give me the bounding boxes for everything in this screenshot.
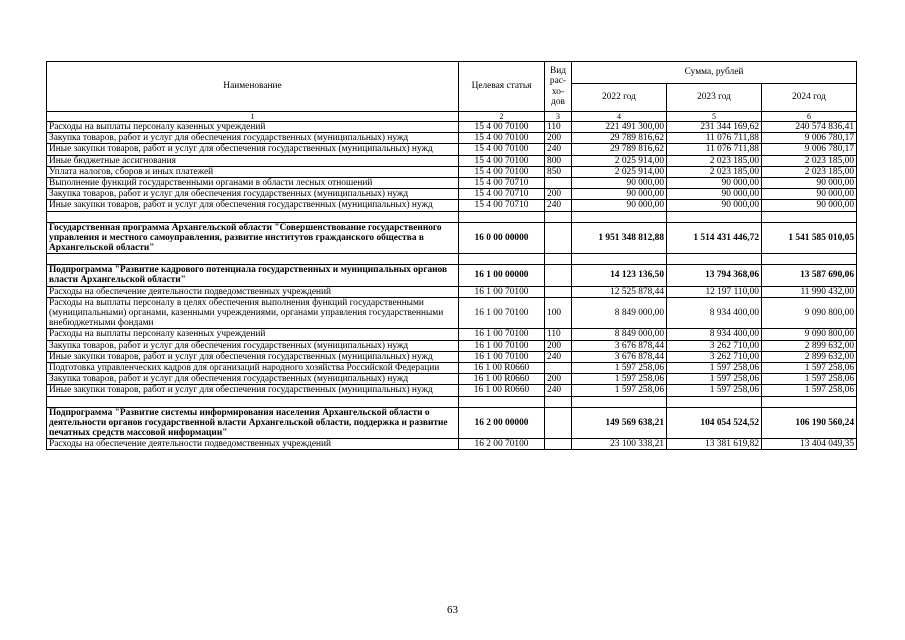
row-target-article: 16 1 00 70100 xyxy=(459,286,545,297)
row-amount-2023: 90 000,00 xyxy=(667,189,762,200)
empty-cell xyxy=(545,396,572,407)
row-amount-2024: 2 023 185,00 xyxy=(762,166,857,177)
row-name: Подпрограмма "Развитие кадрового потенциала государственных и муниципальных органов власти Архангельской области" xyxy=(47,265,459,286)
row-amount-2022: 8 849 000,00 xyxy=(572,297,667,329)
row-target-article: 16 1 00 R0660 xyxy=(459,363,545,374)
row-amount-2022: 1 597 258,06 xyxy=(572,363,667,374)
row-amount-2024: 1 597 258,06 xyxy=(762,363,857,374)
table-row xyxy=(47,385,857,396)
row-amount-2023: 90 000,00 xyxy=(667,200,762,211)
header-year-2023: 2023 год xyxy=(667,84,762,112)
row-target-article: 16 1 00 70100 xyxy=(459,297,545,329)
row-amount-2022: 90 000,00 xyxy=(572,200,667,211)
row-amount-2023: 1 514 431 446,72 xyxy=(667,222,762,254)
row-expense-type: 110 xyxy=(545,329,572,340)
row-amount-2022: 1 597 258,06 xyxy=(572,374,667,385)
row-amount-2023: 1 597 258,06 xyxy=(667,363,762,374)
row-target-article: 16 2 00 70100 xyxy=(459,439,545,450)
column-number: 5 xyxy=(667,112,762,122)
row-amount-2024: 240 574 836,41 xyxy=(762,122,857,133)
row-name: Иные закупки товаров, работ и услуг для обеспечения государственных (муниципальных) нужд xyxy=(47,351,459,362)
row-name: Иные закупки товаров, работ и услуг для обеспечения государственных (муниципальных) нужд xyxy=(47,144,459,155)
row-amount-2024: 9 090 800,00 xyxy=(762,329,857,340)
table-row xyxy=(47,122,857,133)
row-name: Иные закупки товаров, работ и услуг для обеспечения государственных (муниципальных) нужд xyxy=(47,385,459,396)
row-amount-2022: 29 789 816,62 xyxy=(572,133,667,144)
table-header xyxy=(47,62,857,122)
row-amount-2022: 221 491 300,00 xyxy=(572,122,667,133)
row-expense-type xyxy=(545,178,572,189)
row-amount-2024: 13 404 049,35 xyxy=(762,439,857,450)
row-name: Расходы на выплаты персоналу казенных учреждений xyxy=(47,122,459,133)
row-name: Закупка товаров, работ и услуг для обеспечения государственных (муниципальных) нужд xyxy=(47,189,459,200)
row-expense-type: 200 xyxy=(545,189,572,200)
row-target-article: 15 4 00 70710 xyxy=(459,200,545,211)
column-number: 1 xyxy=(47,112,459,122)
row-amount-2023: 1 597 258,06 xyxy=(667,374,762,385)
row-amount-2022: 12 525 878,44 xyxy=(572,286,667,297)
table-row xyxy=(47,297,857,329)
empty-cell xyxy=(545,211,572,222)
empty-cell xyxy=(572,396,667,407)
empty-cell xyxy=(459,254,545,265)
table-row xyxy=(47,374,857,385)
page-number: 63 xyxy=(447,604,458,616)
empty-cell xyxy=(762,211,857,222)
spacer-row xyxy=(47,211,857,222)
row-target-article: 15 4 00 70710 xyxy=(459,178,545,189)
row-name: Иные закупки товаров, работ и услуг для обеспечения государственных (муниципальных) нужд xyxy=(47,200,459,211)
row-amount-2023: 231 344 169,62 xyxy=(667,122,762,133)
row-name: Расходы на обеспечение деятельности подведомственных учреждений xyxy=(47,286,459,297)
row-amount-2024: 90 000,00 xyxy=(762,200,857,211)
row-amount-2023: 13 381 619,82 xyxy=(667,439,762,450)
row-amount-2024: 90 000,00 xyxy=(762,178,857,189)
row-amount-2022: 90 000,00 xyxy=(572,189,667,200)
row-name: Подготовка управленческих кадров для организаций народного хозяйства Российской Федерации xyxy=(47,363,459,374)
row-amount-2023: 2 023 185,00 xyxy=(667,155,762,166)
row-expense-type xyxy=(545,439,572,450)
column-number-row xyxy=(47,112,857,122)
empty-cell xyxy=(572,254,667,265)
empty-cell xyxy=(667,211,762,222)
row-amount-2024: 11 990 432,00 xyxy=(762,286,857,297)
row-amount-2023: 2 023 185,00 xyxy=(667,166,762,177)
column-number: 3 xyxy=(545,112,572,122)
table-row xyxy=(47,178,857,189)
column-number: 2 xyxy=(459,112,545,122)
row-amount-2024: 90 000,00 xyxy=(762,189,857,200)
row-amount-2023: 11 076 711,88 xyxy=(667,144,762,155)
row-target-article: 16 1 00 70100 xyxy=(459,351,545,362)
row-amount-2024: 1 541 585 010,05 xyxy=(762,222,857,254)
row-target-article: 16 1 00 00000 xyxy=(459,265,545,286)
row-expense-type: 240 xyxy=(545,144,572,155)
row-expense-type: 110 xyxy=(545,122,572,133)
row-name: Закупка товаров, работ и услуг для обеспечения государственных (муниципальных) нужд xyxy=(47,374,459,385)
row-amount-2022: 14 123 136,50 xyxy=(572,265,667,286)
row-amount-2024: 9 006 780,17 xyxy=(762,133,857,144)
row-amount-2023: 1 597 258,06 xyxy=(667,385,762,396)
empty-cell xyxy=(459,211,545,222)
row-amount-2022: 29 789 816,62 xyxy=(572,144,667,155)
header-name: Наименование xyxy=(47,62,459,112)
row-amount-2022: 90 000,00 xyxy=(572,178,667,189)
empty-cell xyxy=(459,396,545,407)
row-amount-2024: 2 023 185,00 xyxy=(762,155,857,166)
table-row xyxy=(47,329,857,340)
header-year-2022: 2022 год xyxy=(572,84,667,112)
row-amount-2023: 12 197 110,00 xyxy=(667,286,762,297)
row-name: Государственная программа Архангельской области "Совершенствование государственного управления и местного самоуправления, развитие институтов гражданского общества в Архангельской области" xyxy=(47,222,459,254)
row-amount-2024: 9 006 780,17 xyxy=(762,144,857,155)
row-name: Выполнение функций государственными органами в области лесных отношений xyxy=(47,178,459,189)
row-expense-type: 240 xyxy=(545,351,572,362)
row-name: Закупка товаров, работ и услуг для обеспечения государственных (муниципальных) нужд xyxy=(47,340,459,351)
row-amount-2024: 1 597 258,06 xyxy=(762,374,857,385)
empty-cell xyxy=(762,254,857,265)
row-expense-type xyxy=(545,286,572,297)
program-row xyxy=(47,407,857,439)
row-expense-type xyxy=(545,265,572,286)
row-expense-type: 240 xyxy=(545,385,572,396)
empty-cell xyxy=(667,396,762,407)
empty-cell xyxy=(762,396,857,407)
row-amount-2022: 149 569 638,21 xyxy=(572,407,667,439)
header-sum: Сумма, рублей xyxy=(572,62,857,84)
column-number: 4 xyxy=(572,112,667,122)
row-amount-2023: 90 000,00 xyxy=(667,178,762,189)
row-expense-type xyxy=(545,407,572,439)
table-row xyxy=(47,189,857,200)
program-row xyxy=(47,222,857,254)
row-amount-2024: 9 090 800,00 xyxy=(762,297,857,329)
spacer-row xyxy=(47,254,857,265)
empty-cell xyxy=(47,254,459,265)
row-target-article: 16 1 00 R0660 xyxy=(459,374,545,385)
table-row xyxy=(47,155,857,166)
row-target-article: 15 4 00 70710 xyxy=(459,189,545,200)
row-name: Иные бюджетные ассигнования xyxy=(47,155,459,166)
row-target-article: 16 0 00 00000 xyxy=(459,222,545,254)
row-expense-type: 850 xyxy=(545,166,572,177)
empty-cell xyxy=(545,254,572,265)
row-amount-2024: 2 899 632,00 xyxy=(762,351,857,362)
column-number: 6 xyxy=(762,112,857,122)
header-expense-type: Вид рас-хо-дов xyxy=(545,62,572,112)
table-row xyxy=(47,144,857,155)
row-target-article: 15 4 00 70100 xyxy=(459,133,545,144)
row-amount-2023: 104 054 524,52 xyxy=(667,407,762,439)
row-amount-2022: 3 676 878,44 xyxy=(572,340,667,351)
row-target-article: 16 1 00 70100 xyxy=(459,329,545,340)
row-amount-2023: 13 794 368,06 xyxy=(667,265,762,286)
row-expense-type: 240 xyxy=(545,200,572,211)
row-name: Расходы на выплаты персоналу казенных учреждений xyxy=(47,329,459,340)
program-row xyxy=(47,265,857,286)
table-row xyxy=(47,133,857,144)
row-target-article: 15 4 00 70100 xyxy=(459,144,545,155)
spacer-row xyxy=(47,396,857,407)
row-amount-2022: 1 951 348 812,88 xyxy=(572,222,667,254)
row-name: Закупка товаров, работ и услуг для обеспечения государственных (муниципальных) нужд xyxy=(47,133,459,144)
empty-cell xyxy=(47,211,459,222)
row-amount-2023: 3 262 710,00 xyxy=(667,340,762,351)
row-target-article: 15 4 00 70100 xyxy=(459,122,545,133)
row-target-article: 16 2 00 00000 xyxy=(459,407,545,439)
row-target-article: 16 1 00 R0660 xyxy=(459,385,545,396)
table-row xyxy=(47,166,857,177)
row-amount-2022: 1 597 258,06 xyxy=(572,385,667,396)
table-row xyxy=(47,200,857,211)
row-name: Подпрограмма "Развитие системы информирования населения Архангельской области о деятельности органов государственной власти Архангельской области, поддержка и развитие печатных средств массовой информации" xyxy=(47,407,459,439)
row-amount-2022: 8 849 000,00 xyxy=(572,329,667,340)
table-row xyxy=(47,351,857,362)
row-expense-type xyxy=(545,363,572,374)
row-expense-type: 200 xyxy=(545,340,572,351)
empty-cell xyxy=(572,211,667,222)
row-amount-2024: 1 597 258,06 xyxy=(762,385,857,396)
row-name: Уплата налогов, сборов и иных платежей xyxy=(47,166,459,177)
row-expense-type xyxy=(545,222,572,254)
row-expense-type: 200 xyxy=(545,133,572,144)
row-amount-2022: 23 100 338,21 xyxy=(572,439,667,450)
row-amount-2022: 3 676 878,44 xyxy=(572,351,667,362)
empty-cell xyxy=(667,254,762,265)
row-target-article: 15 4 00 70100 xyxy=(459,166,545,177)
row-target-article: 16 1 00 70100 xyxy=(459,340,545,351)
table-row xyxy=(47,286,857,297)
table-row xyxy=(47,340,857,351)
row-amount-2024: 106 190 560,24 xyxy=(762,407,857,439)
row-target-article: 15 4 00 70100 xyxy=(459,155,545,166)
row-expense-type: 200 xyxy=(545,374,572,385)
header-target-article: Целевая статья xyxy=(459,62,545,112)
row-expense-type: 800 xyxy=(545,155,572,166)
header-year-2024: 2024 год xyxy=(762,84,857,112)
empty-cell xyxy=(47,396,459,407)
table-row xyxy=(47,439,857,450)
budget-table xyxy=(46,61,857,450)
table-row xyxy=(47,363,857,374)
row-amount-2022: 2 025 914,00 xyxy=(572,155,667,166)
row-name: Расходы на выплаты персоналу в целях обеспечения выполнения функций государственными (муниципальными) органами, казенными учреждениями, органами управления государственными внебюджетными фондами xyxy=(47,297,459,329)
row-expense-type: 100 xyxy=(545,297,572,329)
row-amount-2023: 11 076 711,88 xyxy=(667,133,762,144)
row-amount-2023: 8 934 400,00 xyxy=(667,297,762,329)
row-amount-2024: 13 587 690,06 xyxy=(762,265,857,286)
row-name: Расходы на обеспечение деятельности подведомственных учреждений xyxy=(47,439,459,450)
row-amount-2024: 2 899 632,00 xyxy=(762,340,857,351)
row-amount-2023: 3 262 710,00 xyxy=(667,351,762,362)
table-body xyxy=(47,122,857,450)
row-amount-2023: 8 934 400,00 xyxy=(667,329,762,340)
row-amount-2022: 2 025 914,00 xyxy=(572,166,667,177)
